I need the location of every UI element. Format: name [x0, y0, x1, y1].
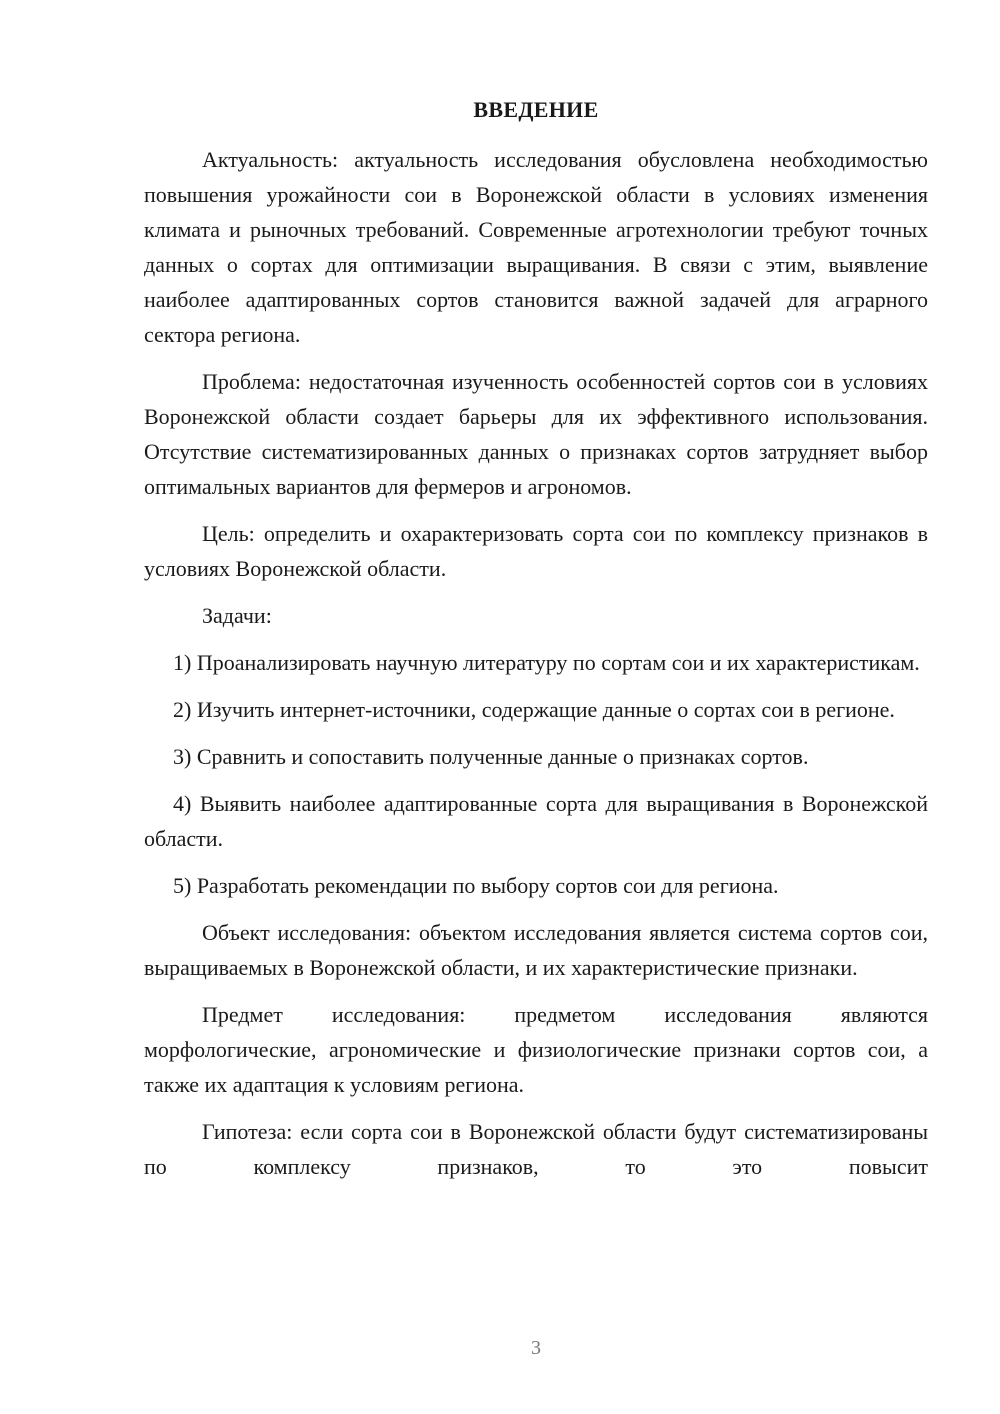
task-item-4: 4) Выявить наиболее адаптированные сорта для выращивания в Воронежской области.: [144, 791, 928, 851]
task-item-5: 5) Разработать рекомендации по выбору сортов сои для региона.: [173, 873, 779, 898]
document-page: [144, 92, 928, 1196]
section-title: ВВЕДЕНИЕ: [473, 97, 599, 122]
paragraph-subject: Предмет исследования: предметом исследования являются морфологические, агрономические и физиологические признаки сортов сои, а также их адаптация к условиям региона.: [144, 1002, 928, 1097]
paragraph-problem: Проблема: недостаточная изученность особенностей сортов сои в условиях Воронежской области создает барьеры для их эффективного использования. Отсутствие систематизированных данных о признаках сортов затрудняет выбор оптимальных вариантов для фермеров и агрономов.: [144, 369, 928, 499]
task-item-1: 1) Проанализировать научную литературу по сортам сои и их характеристикам.: [173, 650, 920, 675]
paragraph-goal: Цель: определить и охарактеризовать сорта сои по комплексу признаков в условиях Воронежской области.: [144, 521, 928, 581]
page-number: 3: [531, 1337, 541, 1359]
paragraph-hypothesis: Гипотеза: если сорта сои в Воронежской области будут систематизированы по комплексу признаков, то это повысит: [144, 1119, 928, 1179]
task-item-3: 3) Сравнить и сопоставить полученные данные о признаках сортов.: [173, 744, 809, 769]
task-item-2: 2) Изучить интернет-источники, содержащие данные о сортах сои в регионе.: [173, 697, 895, 722]
paragraph-object: Объект исследования: объектом исследования является система сортов сои, выращиваемых в Воронежской области, и их характеристические признаки.: [144, 920, 928, 980]
tasks-heading: Задачи:: [202, 603, 272, 628]
paragraph-relevance: Актуальность: актуальность исследования обусловлена необходимостью повышения урожайности сои в Воронежской области в условиях изменения климата и рыночных требований. Современные агротехнологии требуют точных данных о сортах для оптимизации выращивания. В связи с этим, выявление наиболее адаптированных сортов становится важной задачей для аграрного сектора региона.: [144, 147, 928, 347]
